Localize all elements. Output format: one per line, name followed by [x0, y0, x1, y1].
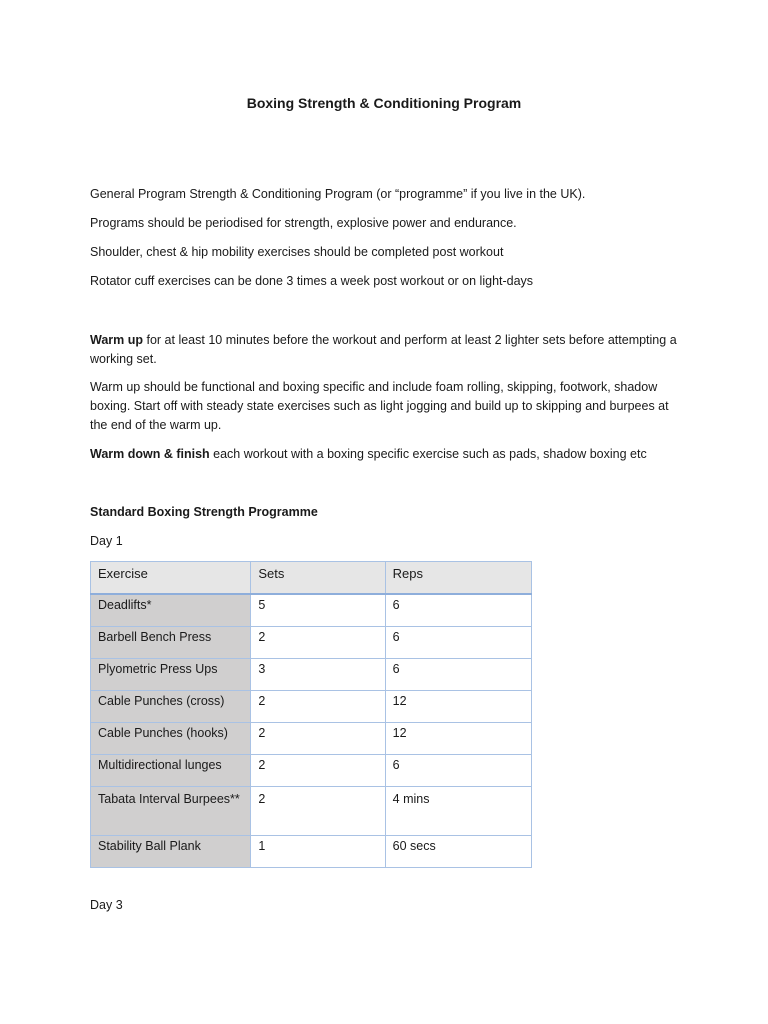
table-row: [91, 755, 532, 787]
exercise-cell: Barbell Bench Press: [91, 627, 251, 659]
day3-label: Day 3: [90, 898, 123, 912]
reps-cell: 6: [385, 627, 531, 659]
section-heading: Standard Boxing Strength Programme: [90, 505, 318, 519]
reps-cell: 6: [385, 594, 531, 627]
warmdown-paragraph: [90, 445, 680, 464]
exercise-cell: Tabata Interval Burpees**: [91, 787, 251, 836]
warmup-bold: Warm up: [90, 333, 144, 347]
table-header-row: [91, 562, 532, 595]
warmdown-text: each workout with a boxing specific exercise such as pads, shadow boxing etc: [209, 447, 647, 461]
warmup-paragraph: [90, 331, 680, 369]
reps-cell: 12: [385, 723, 531, 755]
header-sets: Sets: [251, 562, 385, 595]
page-title: Boxing Strength & Conditioning Program: [246, 95, 522, 111]
table-row: [91, 723, 532, 755]
reps-cell: 4 mins: [385, 787, 531, 836]
reps-cell: 6: [385, 659, 531, 691]
exercise-cell: Deadlifts*: [91, 594, 251, 627]
table-row: [91, 594, 532, 627]
header-reps: Reps: [385, 562, 531, 595]
table-row: [91, 691, 532, 723]
table-row: [91, 659, 532, 691]
sets-cell: 2: [251, 723, 385, 755]
sets-cell: 2: [251, 755, 385, 787]
header-exercise: Exercise: [91, 562, 251, 595]
exercise-cell: Cable Punches (cross): [91, 691, 251, 723]
exercise-cell: Plyometric Press Ups: [91, 659, 251, 691]
sets-cell: 1: [251, 836, 385, 868]
exercise-cell: Stability Ball Plank: [91, 836, 251, 868]
table-row: [91, 836, 532, 868]
exercise-cell: Multidirectional lunges: [91, 755, 251, 787]
warmup-text: for at least 10 minutes before the workout and perform at least 2 lighter sets before attempting a working set.: [90, 333, 677, 366]
table-row: [91, 627, 532, 659]
sets-cell: 2: [251, 627, 385, 659]
exercise-cell: Cable Punches (hooks): [91, 723, 251, 755]
reps-cell: 6: [385, 755, 531, 787]
reps-cell: 60 secs: [385, 836, 531, 868]
intro-paragraph-4: Rotator cuff exercises can be done 3 times a week post workout or on light-days: [90, 274, 534, 288]
reps-cell: 12: [385, 691, 531, 723]
sets-cell: 2: [251, 691, 385, 723]
table-row: [91, 787, 532, 836]
intro-paragraph-1: General Program Strength & Conditioning Program (or “programme” if you live in the UK).: [90, 187, 586, 201]
sets-cell: 2: [251, 787, 385, 836]
warmup-detail-paragraph: Warm up should be functional and boxing specific and include foam rolling, skipping, footwork, shadow boxing. Start off with steady state exercises such as light jogging and build up to skipping and burpees at the end of the warm up.: [90, 380, 669, 432]
sets-cell: 5: [251, 594, 385, 627]
intro-paragraph-2: Programs should be periodised for strength, explosive power and endurance.: [90, 216, 517, 230]
warmdown-bold: Warm down & finish: [90, 447, 210, 461]
exercise-table: [90, 561, 532, 868]
day1-label: Day 1: [90, 534, 123, 548]
intro-paragraph-3: Shoulder, chest & hip mobility exercises should be completed post workout: [90, 245, 504, 259]
sets-cell: 3: [251, 659, 385, 691]
